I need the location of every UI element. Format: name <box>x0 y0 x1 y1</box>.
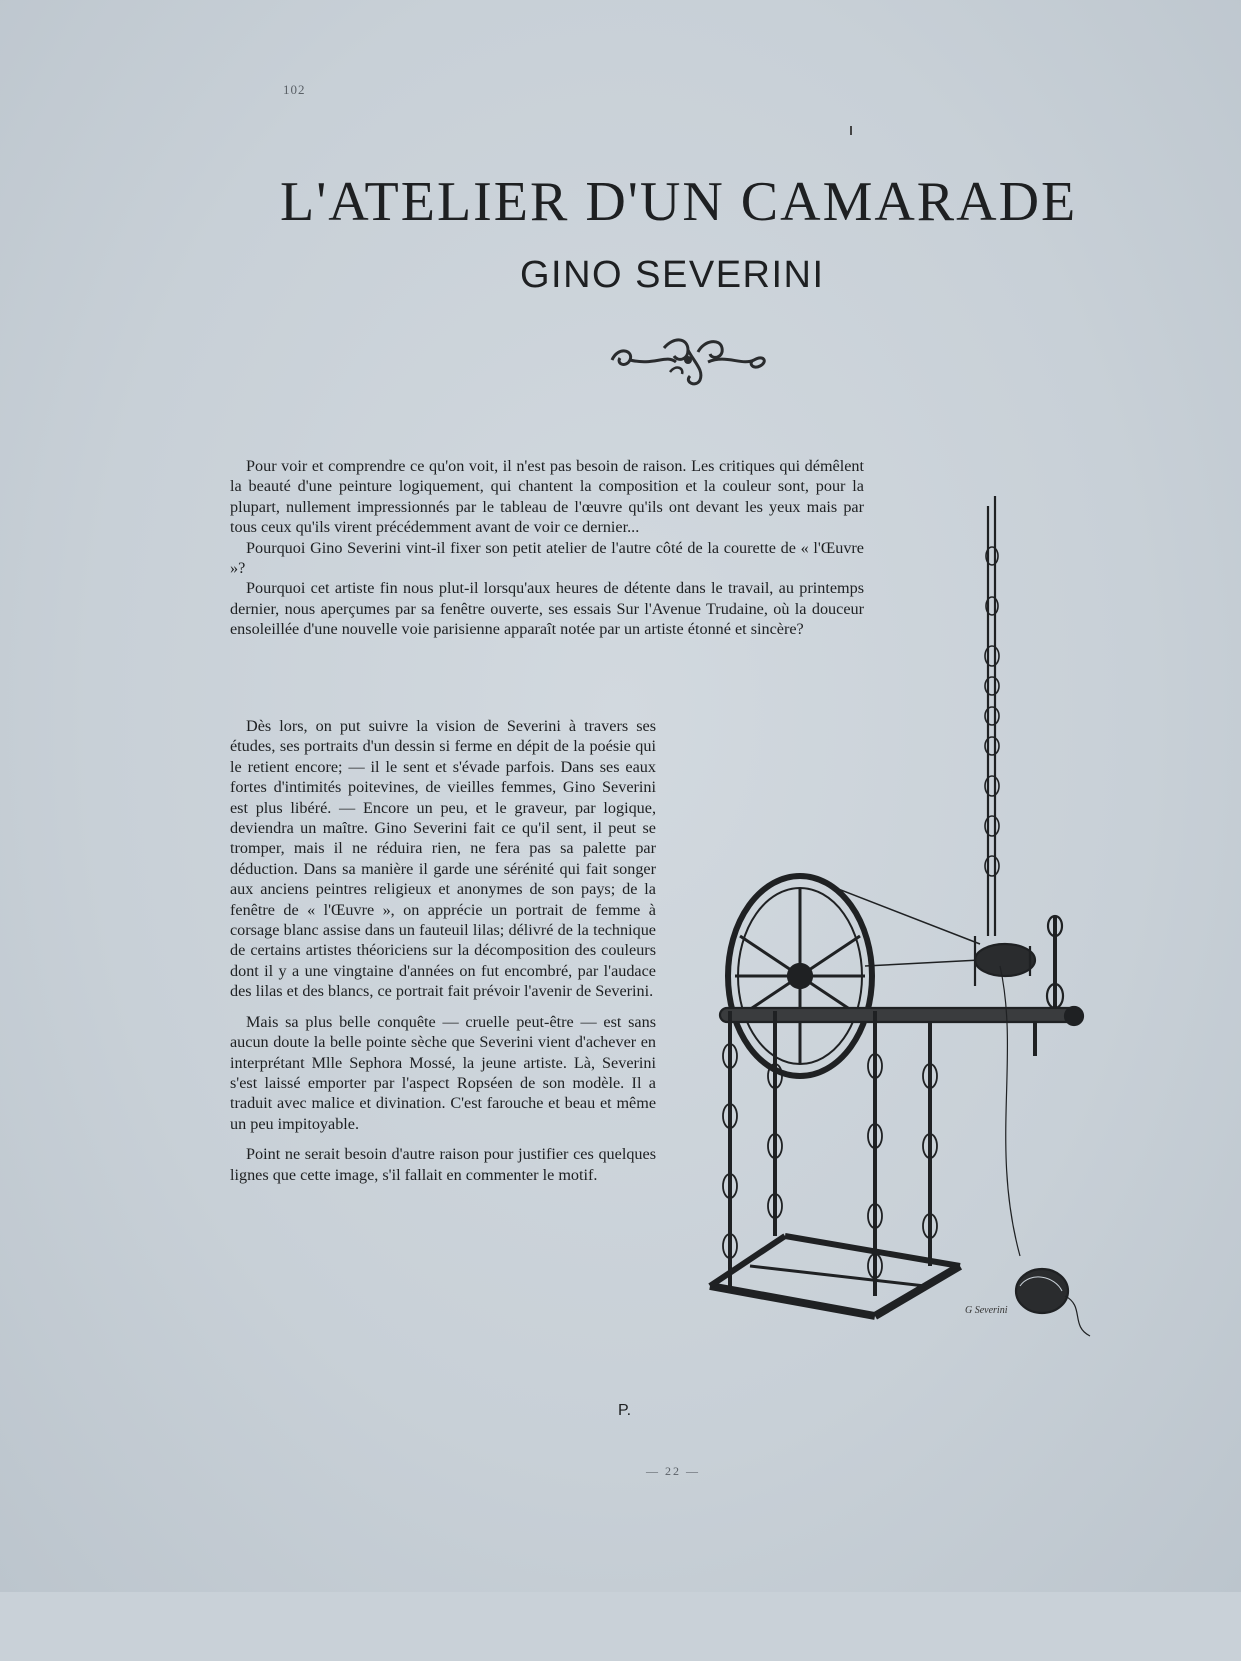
top-page-number: 102 <box>283 82 306 97</box>
paragraph: Dès lors, on put suivre la vision de Severini à travers ses études, ses portraits d'un dessin si ferme en dépit de la poésie qui le retient encore; — il le sent et s'évade parfois. Dans ses eaux fortes d'intimités poitevines, de vieilles femmes, Gino Severini est plus libéré. — Encore un peu, et le graveur, par logique, deviendra un maître. Gino Severini fait ce qu'il sent, il peut se tromper, mais il ne réduira rien, ne fera pas sa palette par déduction. Dans sa manière il garde une sérénité qui fait songer aux anciens peintres religieux et anonymes de son pays; de la fenêtre de « l'Œuvre », on apprécie un portrait de femme à corsage blanc assise dans un fauteuil lilas; délivré de la technique de certains artistes théoriciens sur la décomposition des couleurs dont il y a une vingtaine d'années on fut encombré, par l'audace des lilas et des blancs, ce portrait fait prévoir l'avenir de Severini. <box>230 717 656 1001</box>
illustration-signature: G Severini <box>965 1305 1008 1316</box>
author-initial: P. <box>618 1402 632 1419</box>
spinning-wheel-drawing <box>690 496 1110 1656</box>
paragraph: Pour voir et comprendre ce qu'on voit, il n'est pas besoin de raison. Les critiques qui démêlent la beauté d'une peinture logiquement, qui chantent la composition et la couleur sont, pour la plupart, nullement impressionnés par le tableau de l'œuvre qu'ils ont devant les yeux mais par tous ceux qu'ils virent précédemment avant de voir ce dernier... <box>230 457 864 537</box>
article-title: L'ATELIER D'UN CAMARADE <box>280 171 1078 233</box>
paragraph: Point ne serait besoin d'autre raison pour justifier ces quelques lignes que cette image, s'il fallait en commenter le motif. <box>230 1145 656 1184</box>
print-speck <box>850 126 852 135</box>
spinning-wheel-illustration <box>690 496 1110 1656</box>
paragraph: Pourquoi Gino Severini vint-il fixer son petit atelier de l'autre côté de la courette de « l'Œuvre »? <box>230 538 864 578</box>
article-text-narrow-column <box>230 716 656 1185</box>
article-subtitle: GINO SEVERINI <box>520 254 825 296</box>
bottom-page-number: — 22 — <box>646 1464 700 1478</box>
paragraph: Mais sa plus belle conquête — cruelle peut-être — est sans aucun doute la belle pointe sèche que Severini vient d'achever en interprétant Mlle Sephora Mossé, la jeune artiste. Là, Severini s'est laissé emporter par l'aspect Ropséen de son modèle. Il a traduit avec malice et divination. C'est farouche et beau et même un peu impitoyable. <box>230 1012 656 1133</box>
decorative-flourish-icon <box>604 332 772 390</box>
paragraph: Pourquoi cet artiste fin nous plut-il lorsqu'aux heures de détente dans le travail, au printemps dernier, nous aperçumes par sa fenêtre ouverte, ses essais Sur l'Avenue Trudaine, où la douceur ensoleillée d'une nouvelle voie parisienne apparaît notée par un artiste étonné et sincère? <box>230 579 864 639</box>
